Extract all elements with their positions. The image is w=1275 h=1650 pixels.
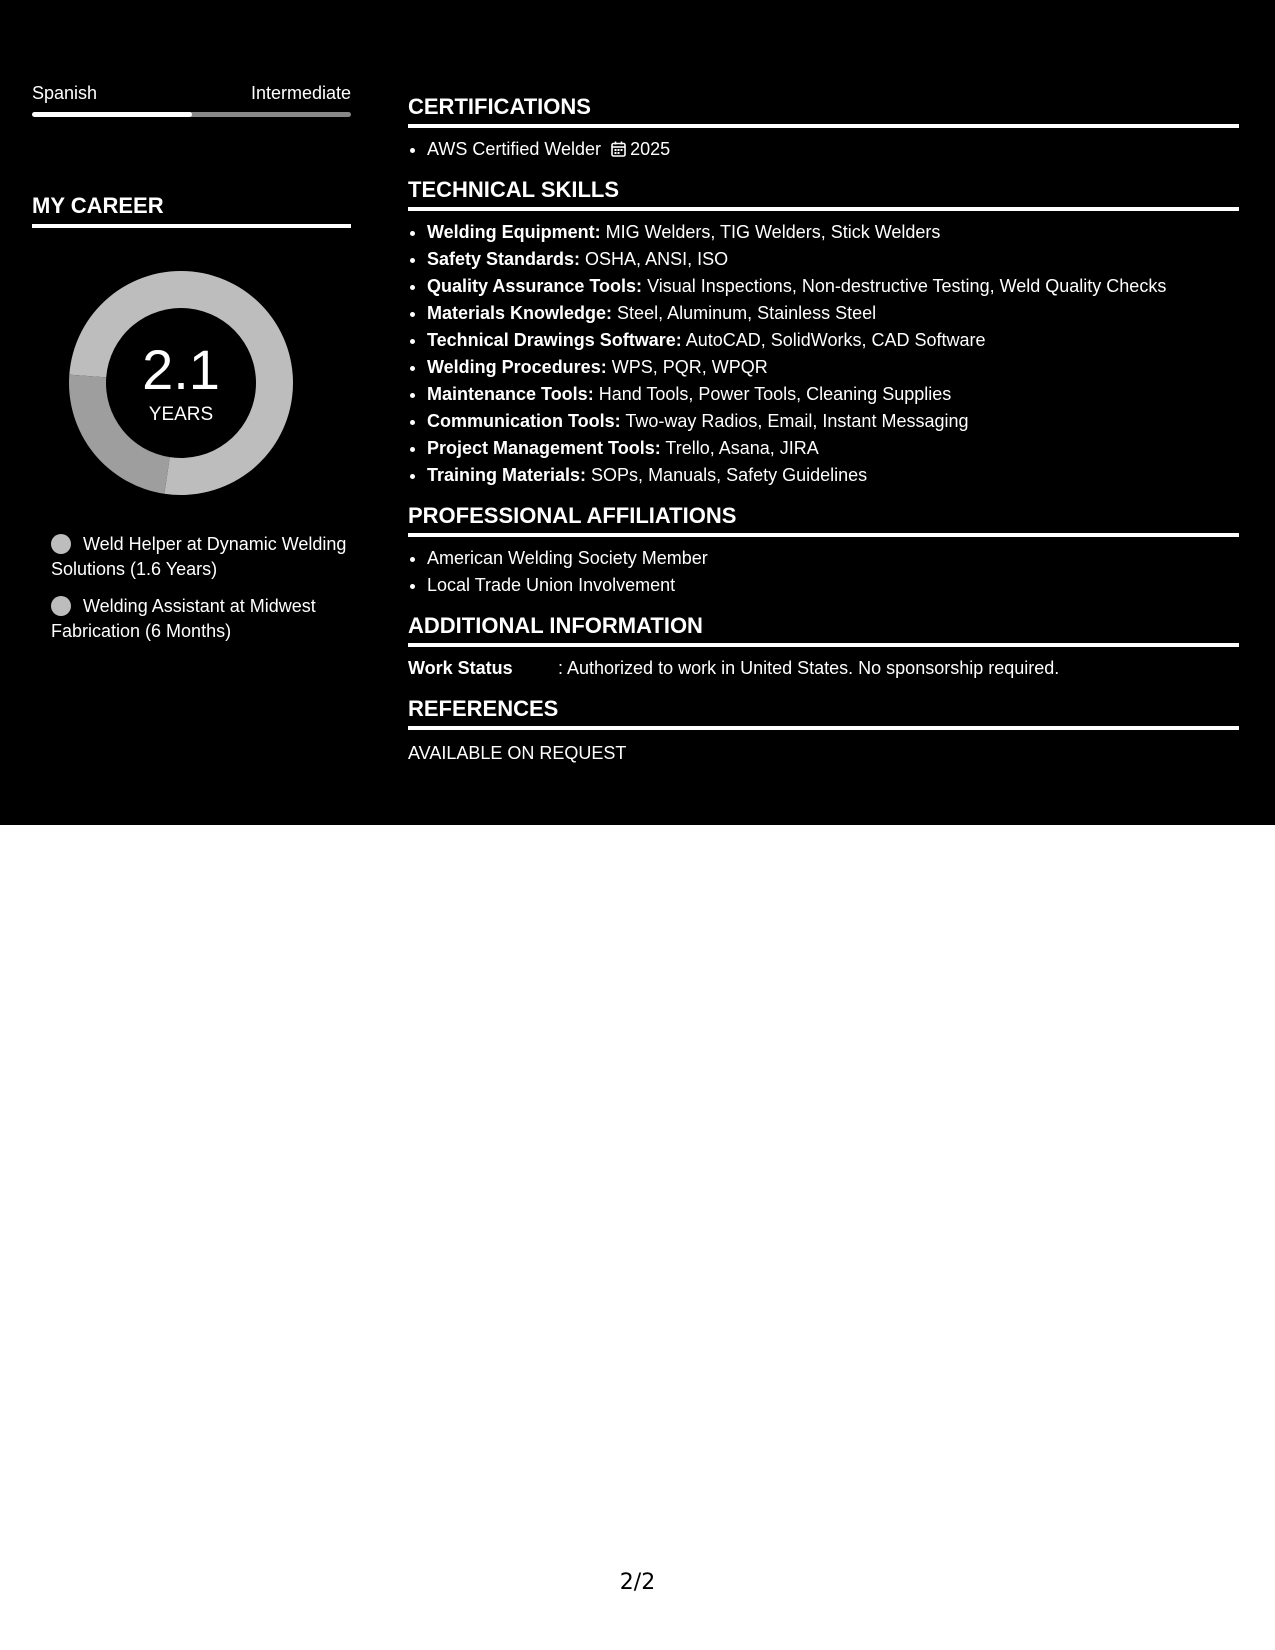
- career-donut-chart: [66, 268, 296, 498]
- skill-value: WPS, PQR, WPQR: [606, 357, 768, 377]
- skill-label: Technical Drawings Software:: [427, 330, 682, 350]
- work-status-value: : Authorized to work in United States. No sponsorship required.: [558, 658, 1060, 678]
- work-status-row: [408, 655, 1239, 682]
- references-text: AVAILABLE ON REQUEST: [408, 743, 627, 763]
- career-list: [32, 532, 351, 644]
- career-dot-icon: [51, 534, 71, 554]
- affiliation-item: • American Welding Society Member: [427, 545, 1239, 572]
- skill-item: [427, 246, 1239, 273]
- skill-value: Steel, Aluminum, Stainless Steel: [612, 303, 877, 323]
- skill-item: [427, 219, 1239, 246]
- skill-item: [427, 408, 1239, 435]
- additional-info-title: ADDITIONAL INFORMATION: [408, 613, 1239, 647]
- certification-item: [427, 136, 1239, 163]
- language-entry: [32, 82, 351, 117]
- skill-item: [427, 327, 1239, 354]
- skill-label: Training Materials:: [427, 465, 587, 485]
- calendar-icon: [611, 138, 626, 154]
- language-proficiency-bar: [32, 112, 351, 117]
- career-item: [51, 532, 351, 582]
- skill-value: SOPs, Manuals, Safety Guidelines: [586, 465, 868, 485]
- skill-label: Welding Procedures:: [427, 357, 607, 377]
- skill-label: Maintenance Tools:: [427, 384, 594, 404]
- skill-value: OSHA, ANSI, ISO: [580, 249, 729, 269]
- affiliations-list: [408, 545, 1239, 599]
- career-item: [51, 594, 351, 644]
- technical-skills-section: [408, 177, 1239, 489]
- skill-item: [427, 300, 1239, 327]
- technical-skills-title: TECHNICAL SKILLS: [408, 177, 1239, 211]
- skill-label: Welding Equipment:: [427, 222, 601, 242]
- sidebar: [32, 82, 351, 656]
- certifications-list: [408, 136, 1239, 163]
- references-section: [408, 696, 1239, 767]
- skill-value: MIG Welders, TIG Welders, Stick Welders: [600, 222, 941, 242]
- technical-skills-list: [408, 219, 1239, 489]
- career-heading: MY CAREER: [32, 193, 351, 228]
- skill-label: Materials Knowledge:: [427, 303, 613, 323]
- skill-item: [427, 273, 1239, 300]
- language-level: Intermediate: [250, 83, 351, 103]
- career-total-unit: YEARS: [148, 404, 214, 425]
- skill-label: Quality Assurance Tools:: [427, 276, 643, 296]
- references-title: REFERENCES: [408, 696, 1239, 730]
- page-number: 2/2: [619, 1570, 656, 1595]
- skill-item: [427, 381, 1239, 408]
- skill-label: Communication Tools:: [427, 411, 621, 431]
- skill-label: Safety Standards:: [427, 249, 581, 269]
- skill-label: Project Management Tools:: [427, 438, 661, 458]
- affiliation-item: • Local Trade Union Involvement: [427, 572, 1239, 599]
- additional-info-section: [408, 613, 1239, 682]
- skill-value: Two-way Radios, Email, Instant Messaging: [620, 411, 969, 431]
- career-item-text: Weld Helper at Dynamic Welding Solutions (1.6 Years): [51, 534, 347, 579]
- certification-name: AWS Certified Welder: [427, 139, 602, 159]
- certification-year: 2025: [630, 139, 671, 159]
- skill-value: AutoCAD, SolidWorks, CAD Software: [681, 330, 986, 350]
- skill-value: Hand Tools, Power Tools, Cleaning Supplies: [593, 384, 952, 404]
- language-proficiency-fill: [32, 112, 192, 117]
- language-name: Spanish: [32, 83, 98, 103]
- career-total-number: 2.1: [142, 338, 220, 401]
- skill-value: Visual Inspections, Non-destructive Testing, Weld Quality Checks: [642, 276, 1167, 296]
- skill-value: Trello, Asana, JIRA: [660, 438, 819, 458]
- skill-item: [427, 354, 1239, 381]
- main-content: [408, 94, 1239, 781]
- certifications-section: [408, 94, 1239, 163]
- skill-item: [427, 462, 1239, 489]
- skill-item: [427, 435, 1239, 462]
- career-dot-icon: [51, 596, 71, 616]
- affiliations-section: [408, 503, 1239, 599]
- work-status-label: Work Status: [408, 658, 513, 678]
- career-item-text: Welding Assistant at Midwest Fabrication (6 Months): [51, 596, 316, 641]
- certifications-title: CERTIFICATIONS: [408, 94, 1239, 128]
- affiliations-title: PROFESSIONAL AFFILIATIONS: [408, 503, 1239, 537]
